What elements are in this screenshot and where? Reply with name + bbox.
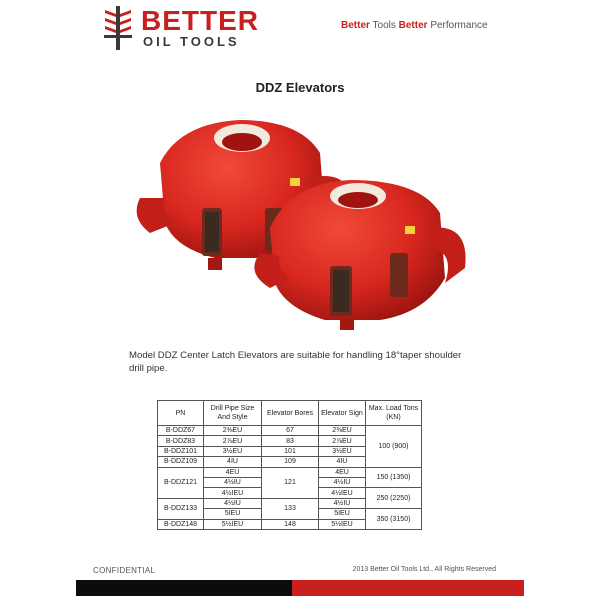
logo-text-better: BETTER — [141, 5, 259, 36]
column-header: Elevator Bores — [262, 401, 319, 426]
table-cell: 5IEU — [204, 509, 262, 519]
table-cell: 4½IU — [319, 498, 366, 508]
logo-chevron-mark — [103, 6, 133, 50]
table-cell: 4EU — [204, 467, 262, 477]
table-cell: 4½IU — [204, 498, 262, 508]
footer-bar-black — [76, 580, 292, 596]
confidential-label: CONFIDENTIAL — [93, 566, 156, 575]
table-cell: B-DDZ67 — [158, 426, 204, 436]
copyright-notice: 2013 Better Oil Tools Ltd., All Rights Reserved — [352, 566, 496, 573]
load-cell: 350 (3150) — [366, 509, 422, 530]
table-header-row — [158, 401, 422, 426]
table-cell: B-DDZ83 — [158, 436, 204, 446]
product-description: Model DDZ Center Latch Elevators are suitable for handling 18°taper shoulder drill pipe. — [129, 350, 462, 374]
spec-table — [157, 400, 422, 530]
table-cell: 148 — [262, 519, 319, 529]
load-cell: 100 (900) — [366, 426, 422, 468]
column-header: PN — [158, 401, 204, 426]
footer-bar-red — [292, 580, 524, 596]
table-cell: 4½IU — [204, 477, 262, 487]
table-cell: 4½IU — [319, 477, 366, 487]
table-cell: 2⅜EU — [204, 426, 262, 436]
footer-bar — [76, 580, 524, 596]
table-row — [158, 426, 422, 436]
table-cell: 2⅞EU — [204, 436, 262, 446]
table-cell: 3½EU — [319, 446, 366, 456]
tagline: Better Tools Better Performance — [341, 20, 488, 31]
table-cell: 2⅞EU — [319, 436, 366, 446]
column-header: Drill Pipe Size And Style — [204, 401, 262, 426]
table-cell: 83 — [262, 436, 319, 446]
table-cell: 2⅜EU — [319, 426, 366, 436]
company-logo — [103, 6, 263, 50]
load-cell: 250 (2250) — [366, 488, 422, 509]
table-cell: B-DDZ109 — [158, 457, 204, 467]
logo-text-oil-tools: OIL TOOLS — [143, 34, 240, 49]
table-cell: 101 — [262, 446, 319, 456]
table-row — [158, 467, 422, 477]
table-cell: B-DDZ133 — [158, 498, 204, 519]
table-cell: 4½IEU — [204, 488, 262, 498]
table-cell: 4IU — [319, 457, 366, 467]
page-title: DDZ Elevators — [255, 80, 345, 95]
table-cell: 4½IEU — [319, 488, 366, 498]
table-cell: 4EU — [319, 467, 366, 477]
table-cell: B-DDZ121 — [158, 467, 204, 498]
table-cell: 121 — [262, 467, 319, 498]
table-cell: 4IU — [204, 457, 262, 467]
table-cell: B-DDZ148 — [158, 519, 204, 529]
column-header: Elevator Sign — [319, 401, 366, 426]
table-cell: B-DDZ101 — [158, 446, 204, 456]
table-cell: 3½EU — [204, 446, 262, 456]
product-photo — [120, 108, 475, 333]
table-cell: 5IEU — [319, 509, 366, 519]
table-cell: 133 — [262, 498, 319, 519]
table-cell: 5½IEU — [319, 519, 366, 529]
load-cell: 150 (1350) — [366, 467, 422, 488]
column-header: Max. Load Tons (KN) — [366, 401, 422, 426]
table-cell: 5½IEU — [204, 519, 262, 529]
table-cell: 67 — [262, 426, 319, 436]
table-cell: 109 — [262, 457, 319, 467]
